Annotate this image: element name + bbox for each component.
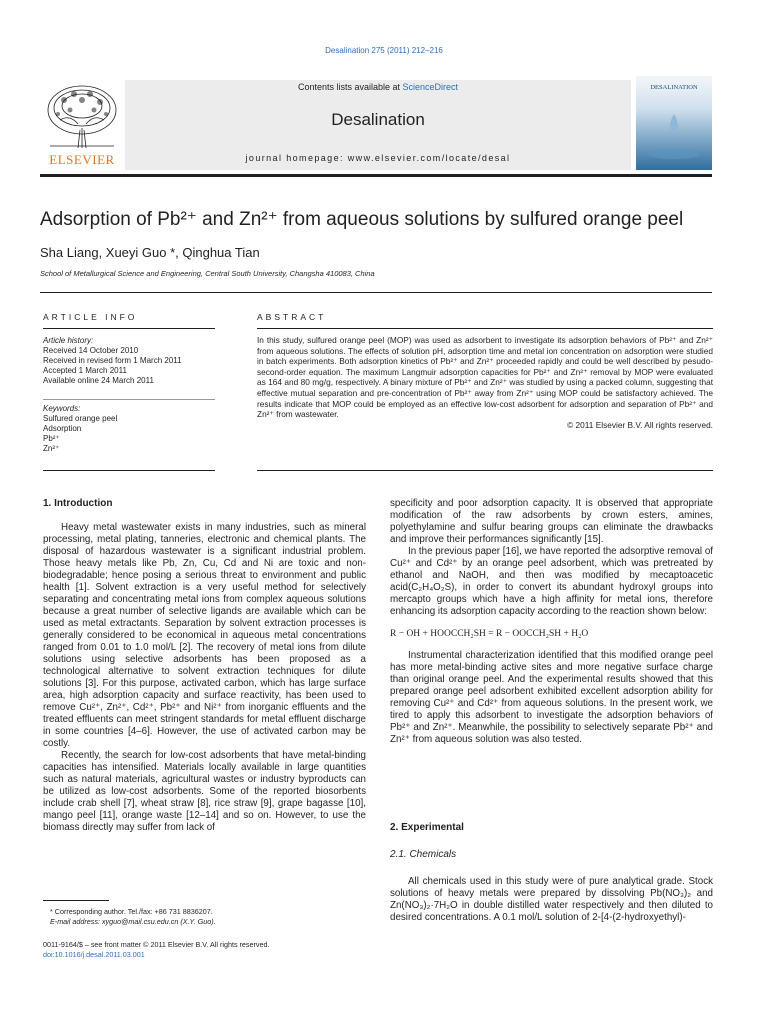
history-label: Article history: [43, 336, 94, 345]
article-title: Adsorption of Pb²⁺ and Zn²⁺ from aqueous solutions by sulfured orange peel [40, 209, 684, 230]
section-heading-introduction: 1. Introduction [43, 498, 113, 509]
article-authors: Sha Liang, Xueyi Guo *, Qinghua Tian [40, 245, 260, 260]
keywords-label: Keywords: [43, 404, 81, 413]
paragraph: Recently, the search for low-cost adsorbents that have metal-binding capacities has intensified. Materials locally available in large quantities such as natural materials, agricultural wastes or industry byproducts can be utilized as low-cost adsorbents. Some of the reported biosorbents include crab shell [7], wheat straw [8], rice straw [9], grape bagasse [10], mango peel [11], orange waste [12–14] and so on. However, to use the biomass directly may suffer from lack of [43, 750, 366, 833]
paragraph: specificity and poor adsorption capacity. It is observed that appropriate modification of the raw adsorbents by crown esters, amines, polyethylamine and sulfur bearing groups can eliminate the drawbacks and improve their performances significantly [15]. [390, 498, 713, 545]
keywords-rule [43, 399, 215, 400]
journal-homepage[interactable]: journal homepage: www.elsevier.com/locate/desal [245, 153, 511, 163]
article-info-rule [43, 328, 215, 329]
elsevier-logo [40, 80, 124, 170]
keyword: Adsorption [43, 424, 82, 433]
cover-title: DESALINATION [650, 84, 698, 91]
chemicals-text [390, 876, 713, 924]
right-column [390, 498, 713, 746]
elsevier-wordmark: ELSEVIER [49, 152, 115, 167]
abstract-text: In this study, sulfured orange peel (MOP) was used as adsorbent to investigate its adsorption behaviors of Pb²⁺ and Zn²⁺ from aqueous solutions. The effects of solution pH, adsorption time and metal ion concentration on adsorption were studied in batch experiments. Both adsorption kinetics of Pb²⁺ and Zn²⁺ proceeded rapidly and could be well described by pesudo-second-order equation. The maximum Langmuir adsorption capacities for Pb²⁺ and Zn²⁺ removal by MOP were evaluated as 164 and 80 mg/g, respectively. A binary mixture of Pb²⁺ and Zn²⁺ was studied by using a packed column, suggesting that effective mutual separation and pre-concentration of Pb²⁺ away from Zn²⁺ using MOP could be satisfactory achieved. The results indicate that MOP could be employed as an effective low-cost adsorbent for adsorption and separation of Pb²⁺ and Zn²⁺ from wastewater. [257, 335, 713, 420]
info-top-rule [40, 292, 712, 293]
author-affiliation: School of Metallurgical Science and Engineering, Central South University, Changsha 410083, China [40, 269, 375, 278]
header-rule [40, 174, 712, 177]
left-column [43, 522, 366, 834]
abstract-rule [257, 328, 713, 329]
article-history [43, 336, 213, 386]
sciencedirect-link[interactable]: ScienceDirect [402, 82, 459, 92]
article-info-heading: ARTICLE INFO [43, 312, 138, 322]
paragraph: In the previous paper [16], we have reported the adsorptive removal of Cu²⁺ and Cd²⁺ by an orange peel adsorbent, which was pretreated by ethanol and NaOH, and then was modified by mecaptoacetic acid(C₂H₄O₂S), in order to convert its abundant hydroxyl groups into mercapto groups which have a high affinity for metal ions, therefore enhancing its adsorption capacity according to the reaction shown below: [390, 546, 713, 617]
history-item: Accepted 1 March 2011 [43, 366, 127, 375]
abstract-copyright: © 2011 Elsevier B.V. All rights reserved. [567, 419, 713, 430]
contents-prefix: Contents lists available at [297, 82, 403, 92]
history-item: Received 14 October 2010 [43, 346, 139, 355]
history-item: Available online 24 March 2011 [43, 376, 154, 385]
abstract-body [257, 335, 713, 430]
email-note[interactable]: E-mail address: xyguo@mail.csu.edu.cn (X.Y. Guo). [50, 917, 216, 926]
keyword: Pb²⁺ [43, 434, 60, 443]
keywords [43, 404, 213, 454]
issn-line: 0011-9164/$ – see front matter © 2011 Elsevier B.V. All rights reserved. [43, 940, 270, 949]
paragraph: Instrumental characterization identified that this modified orange peel has more metal-binding active sites and more negative surface charge than original orange peel. And the experimental results showed that this prepared orange peel adsorbent exhibited excellent adsorption ability for removing Cu²⁺ and Cd²⁺ from aqueous solutions. In the present work, we tired to apply this adsorbent to investigate the adsorption behaviors of Pb²⁺ and Zn²⁺. Meanwhile, the possibility to selectively separate Pb²⁺ and Zn²⁺ from aqueous solution was also tested. [390, 650, 713, 745]
journal-citation[interactable]: Desalination 275 (2011) 212–216 [325, 46, 443, 55]
journal-name: Desalination [331, 110, 425, 129]
paragraph: All chemicals used in this study were of pure analytical grade. Stock solutions of heavy metals were prepared by dissolving Pb(NO₃)₂ and Zn(NO₃)₂·7H₂O in double distilled water respectively and then diluted to desired concentrations. A 0.1 mol/L solution of 2-[4-(2-hydroxyethyl)- [390, 876, 713, 923]
publication-info [43, 940, 270, 960]
paragraph: Heavy metal wastewater exists in many industries, such as mineral processing, metal plating, tanneries, electronic and chemical plants. The disposal of hazardous wastewater is a significant industrial problem. Those heavy metals like Pb, Zn, Cu, Cd and Ni are toxic and non-biodegradable; hence posing a serious threat to environment and public health [1]. Solvent extraction is a very useful method for selectively separating and concentrating metal ions from complex aqueous solutions because a great number of selective ligands are available which can be used as metal extractants. Separation by solvent extraction processes is generally considered to be economical in aqueous metal concentrations ranged from 0.01 to 1.0 mol/L [2]. The recovery of metal ions from dilute solutions using selective adsorbents has been proposed as a technological alternative to solvent extraction techniques for dilute solutions [3]. For this purpose, activated carbon, which has large surface area, high adsorption capacity and surface reactivity, has been used to remove Cu²⁺, Zn²⁺, Cd²⁺, Pb²⁺ and Ni²⁺ from inorganic effluents and the treated effluents can meet stringent standards for metal effluent discharge in some countries [4–6]. However, the use of activated carbon may be costly. [43, 522, 366, 749]
contents-line [125, 82, 631, 92]
abstract-bottom-rule [257, 470, 713, 471]
keyword: Zn²⁺ [43, 444, 60, 453]
doi-link[interactable]: doi:10.1016/j.desal.2011.03.001 [43, 950, 145, 959]
article-info-bottom-rule [43, 470, 215, 471]
corresponding-author-note: * Corresponding author. Tel./fax: +86 731 8836207. [50, 907, 213, 916]
reaction-equation: R − OH + HOOCCH₂SH = R − OOCCH₂SH + H₂O [390, 629, 589, 639]
history-item: Received in revised form 1 March 2011 [43, 356, 182, 365]
keyword: Sulfured orange peel [43, 414, 118, 423]
journal-cover-thumbnail [636, 76, 712, 170]
footnote-rule [43, 900, 109, 901]
section-heading-experimental: 2. Experimental [390, 822, 464, 833]
subsection-heading-chemicals: 2.1. Chemicals [390, 849, 457, 860]
footnotes [50, 907, 216, 927]
abstract-heading: ABSTRACT [257, 312, 327, 322]
